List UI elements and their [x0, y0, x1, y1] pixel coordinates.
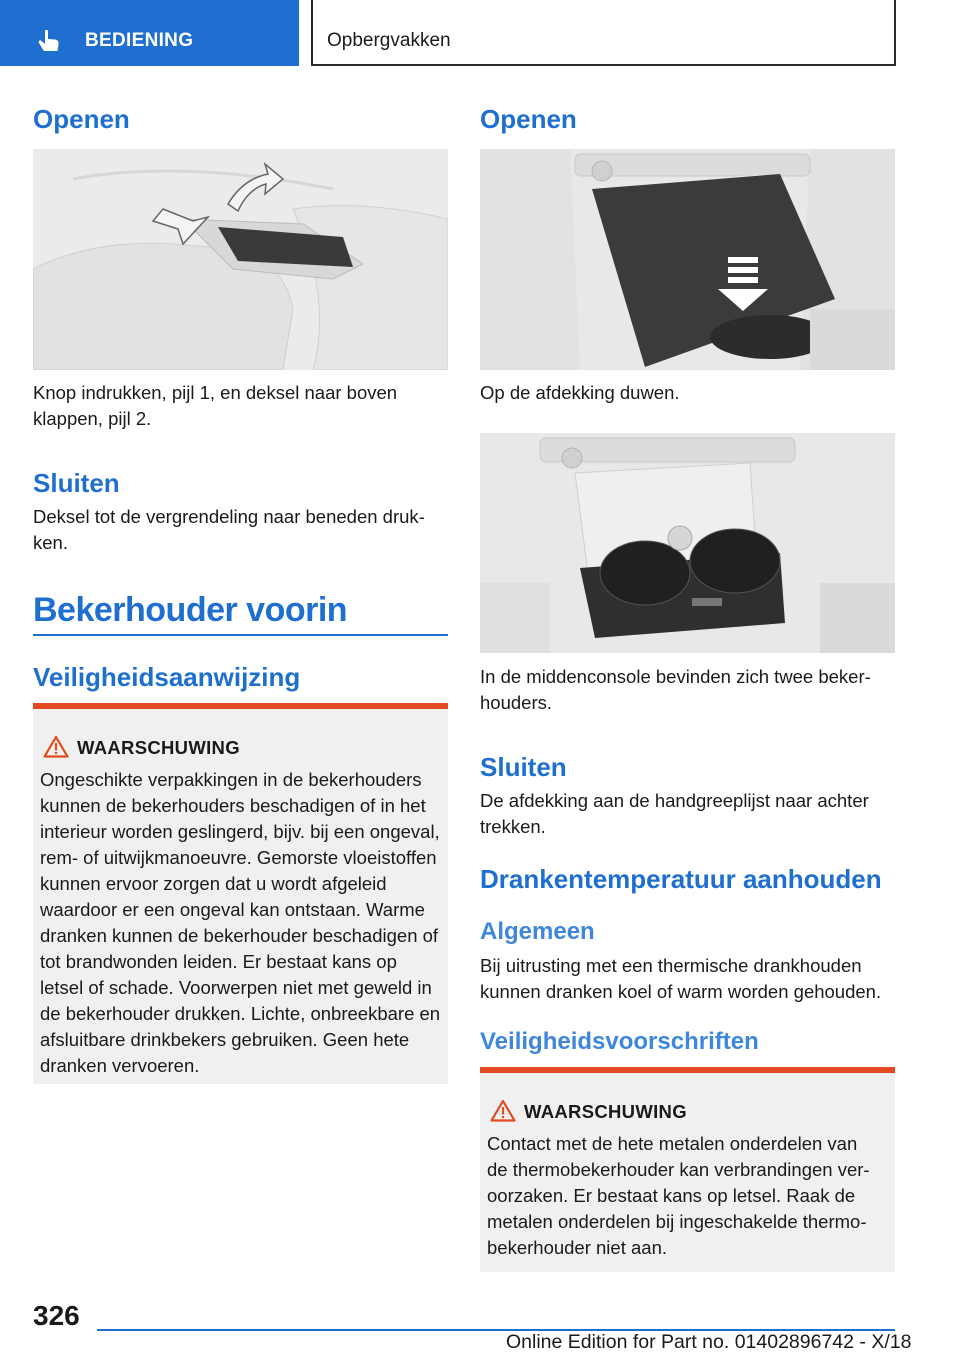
warning-triangle-icon	[490, 1099, 516, 1122]
figure-cupholders	[480, 433, 895, 653]
heading-algemeen: Algemeen	[480, 918, 595, 945]
heading-drankentemperatuur: Drankentemperatuur aanhouden	[480, 864, 882, 894]
page-number: 326	[33, 1300, 80, 1331]
chapter-box	[311, 0, 896, 66]
heading-openen-left: Openen	[33, 104, 130, 134]
figure-armrest-open	[33, 149, 448, 370]
heading-veiligheidsaanwijzing: Veiligheidsaanwijzing	[33, 662, 301, 692]
warning-box-right	[480, 1067, 895, 1272]
text-algemeen: Bij uitrusting met een thermische drankhouden kunnen dranken koel of warm worden gehouden.	[480, 955, 882, 1002]
caption-console: In de middenconsole bevinden zich twee bekerhouders.	[480, 666, 871, 713]
heading-veiligheidsvoorschriften: Veiligheidsvoorschriften	[480, 1028, 759, 1055]
warning-text-left: Ongeschikte verpakkingen in de bekerhouders kunnen de bekerhouders beschadigen of in het interieur worden geslingerd, bijv. bij een ongeval, rem- of uitwijkmanoeuvre. Gemorste vloeistoffen kunnen ervoor zorgen dat u wordt afgeleid waardoor er een ongeval kan ontstaan. Warme dranken kunnen de bekerhouder beschadigen of tot brandwonden leiden. Er bestaat kans op letsel of schade. Voorwerpen niet met geweld in de bekerhouder drukken. Lichte, onbreekbare en afsluitbare drinkbekers gebruiken. Geen hete dranken vervoeren.	[40, 769, 441, 1076]
section-label: BEDIENING	[85, 30, 194, 51]
heading-openen-right: Openen	[480, 104, 577, 134]
figure-console-cover	[480, 149, 895, 370]
warning-text-right: Contact met de hete metalen onderdelen van de thermobekerhouder kan verbrandingen veroorzaken. Er bestaat kans op letsel. Raak de metalen onderdelen bij ingeschakelde thermobekerhouder niet aan.	[487, 1133, 870, 1258]
warning-triangle-icon	[43, 735, 69, 758]
heading-sluiten-left: Sluiten	[33, 468, 120, 498]
text-sluiten-left: Deksel tot de vergrendeling naar beneden drukken.	[33, 506, 425, 553]
caption-openen-left: Knop indrukken, pijl 1, en deksel naar boven klappen, pijl 2.	[33, 382, 398, 429]
text-sluiten-right: De afdekking aan de handgreeplijst naar achter trekken.	[480, 790, 869, 837]
heading-bekerhouder: Bekerhouder voorin	[33, 591, 348, 629]
hand-pointer-icon	[36, 28, 66, 54]
footer-edition: Online Edition for Part no. 01402896742 - X/18	[506, 1331, 912, 1353]
warning-title-right: WAARSCHUWING	[524, 1101, 687, 1122]
caption-push: Op de afdekking duwen.	[480, 382, 680, 403]
chapter-title: Opbergvakken	[327, 30, 451, 51]
warning-title-left: WAARSCHUWING	[77, 737, 240, 758]
heading-sluiten-right: Sluiten	[480, 752, 567, 782]
section-tab	[0, 0, 299, 66]
warning-box-left	[33, 703, 448, 1084]
heading-underline	[33, 634, 448, 636]
